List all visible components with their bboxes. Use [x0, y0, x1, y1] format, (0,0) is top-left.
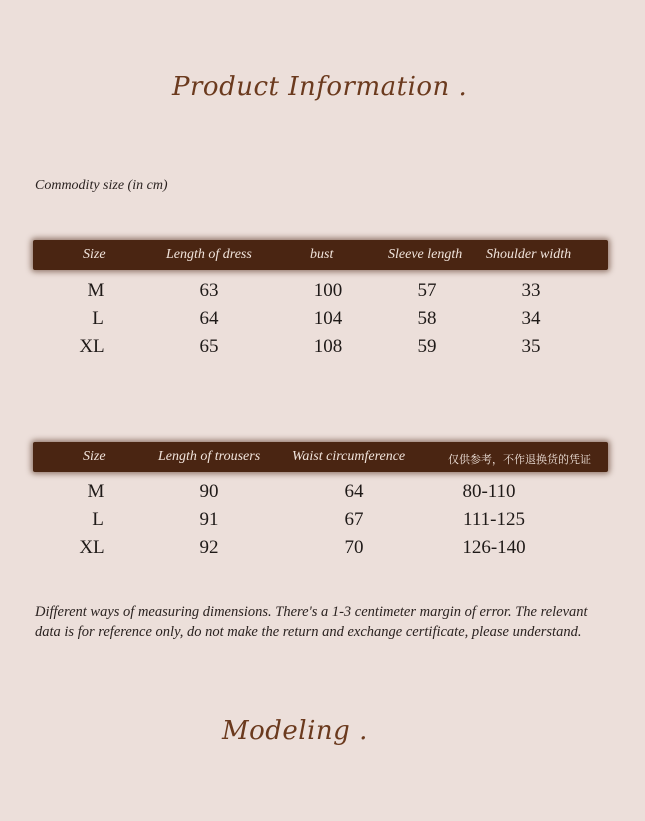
header-waist-circumference: Waist circumference — [292, 449, 406, 464]
bust-cell: 100 — [313, 280, 343, 301]
header-size: Size — [83, 247, 106, 262]
sleeve-cell: 57 — [417, 280, 437, 301]
size-cell: M — [87, 280, 105, 301]
table-row — [0, 308, 645, 336]
size-cell: XL — [79, 537, 105, 558]
bust-cell: 104 — [313, 308, 343, 329]
length-cell: 64 — [199, 308, 219, 329]
size-cell: XL — [79, 336, 105, 357]
shoulder-cell: 34 — [521, 308, 541, 329]
table-row — [0, 280, 645, 308]
sleeve-cell: 59 — [417, 336, 437, 357]
trousers-length-cell: 90 — [199, 481, 219, 502]
dress-table-header — [33, 240, 608, 270]
waist-cell: 67 — [344, 509, 364, 530]
measurement-disclaimer: Different ways of measuring dimensions. There's a 1-3 centimeter margin of error. The relevant data is for reference only, do not make the return and exchange certificate, please understand. — [35, 604, 588, 640]
header-bust: bust — [310, 247, 334, 262]
size-cell: L — [92, 509, 104, 530]
range-cell: 126-140 — [462, 537, 526, 558]
reference-note: 仅供参考，不作退换货的凭证 — [448, 453, 591, 466]
sleeve-cell: 58 — [417, 308, 437, 329]
modeling-title: Modeling . — [222, 716, 368, 746]
trousers-length-cell: 91 — [199, 509, 219, 530]
waist-cell: 64 — [344, 481, 364, 502]
header-length-of-dress: Length of dress — [166, 247, 252, 262]
trousers-length-cell: 92 — [199, 537, 219, 558]
shoulder-cell: 35 — [521, 336, 541, 357]
table-row — [0, 336, 645, 364]
table-row — [0, 509, 645, 537]
length-cell: 63 — [199, 280, 219, 301]
range-cell: 111-125 — [463, 509, 525, 530]
bust-cell: 108 — [313, 336, 343, 357]
size-caption: Commodity size (in cm) — [35, 178, 168, 193]
table-row — [0, 537, 645, 565]
table-row — [0, 481, 645, 509]
header-length-of-trousers: Length of trousers — [158, 449, 261, 464]
waist-cell: 70 — [344, 537, 364, 558]
shoulder-cell: 33 — [521, 280, 541, 301]
length-cell: 65 — [199, 336, 219, 357]
header-shoulder-width: Shoulder width — [486, 247, 572, 262]
size-cell: M — [87, 481, 105, 502]
header-size: Size — [83, 449, 106, 464]
range-cell: 80-110 — [462, 481, 516, 502]
size-cell: L — [92, 308, 104, 329]
header-sleeve-length: Sleeve length — [388, 247, 463, 262]
product-information-title: Product Information . — [172, 72, 468, 102]
trousers-table-header — [33, 442, 608, 472]
